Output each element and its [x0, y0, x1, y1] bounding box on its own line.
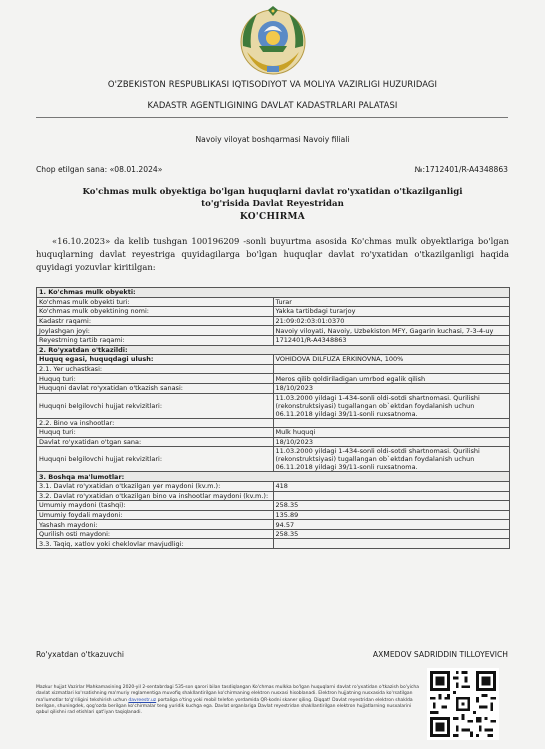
row-label: Yashash maydoni: [37, 520, 274, 530]
row-value: Meros qilib qoldiriladigan umrbod egalik qilish [273, 374, 510, 384]
table-row [37, 355, 510, 365]
table-row [37, 539, 510, 549]
row-value: 21:09:02:03:01:0370 [273, 316, 510, 326]
row-value: Turar [273, 297, 510, 307]
section-title: 1. Ko'chmas mulk obyekti: [37, 288, 510, 298]
table-row [37, 481, 510, 491]
registrar-name: AXMEDOV SADRIDDIN TILLOYEVICH [372, 650, 508, 659]
table-row [37, 529, 510, 539]
row-label: Huquqni davlat ro'yxatidan o'tkazish sanasi: [37, 383, 274, 393]
row-label: Huquq turi: [37, 428, 274, 438]
row-label: Davlat ro'yxatidan o'tgan sana: [37, 437, 274, 447]
row-label: Umumiy maydoni (tashqi): [37, 501, 274, 511]
row-label: Umumiy foydali maydoni: [37, 510, 274, 520]
row-value: 258.35 [273, 501, 510, 511]
row-value: 418 [273, 481, 510, 491]
registrar-label: Ro'yxatdan o'tkazuvchi [36, 650, 125, 659]
row-value [273, 539, 510, 549]
print-date: Chop etilgan sana: «08.01.2024» [36, 165, 163, 174]
row-label: Ko'chmas mulk obyekti turi: [37, 297, 274, 307]
table-row [37, 437, 510, 447]
table-row [37, 326, 510, 336]
row-value [273, 418, 510, 428]
qr-code-icon[interactable] [427, 668, 499, 740]
row-label: 3.1. Davlat ro'yxatidan o'tkazilgan yer maydoni (kv.m.): [37, 481, 274, 491]
row-label: Huquq turi: [37, 374, 274, 384]
row-label: Ko'chmas mulk obyektining nomi: [37, 307, 274, 317]
row-label: Huquq egasi, huquqdagi ulush: [37, 355, 274, 365]
table-row [37, 491, 510, 501]
row-label: 3.2. Davlat ro'yxatidan o'tkazilgan bino va inshootlar maydoni (kv.m.): [37, 491, 274, 501]
section-row [37, 472, 510, 482]
table-row [37, 428, 510, 438]
header-divider [36, 117, 508, 118]
intro-paragraph: «16.10.2023» da kelib tushgan 100196209 -sonli buyurtma asosida Ko'chmas mulk obyektlariga bo'lgan huquqlarning davlat reyestriga quyidagilarga bo'lgan huquqlar davlat ro'yxatidan o'tkazilganligi haqida quyidagi yozuvlar kiritilgan: [36, 236, 509, 272]
row-value: Yakka tartibdagi turarjoy [273, 307, 510, 317]
table-row [37, 307, 510, 317]
row-label: Huquqni belgilovchi hujjat rekvizitlari: [37, 393, 274, 418]
table-row [37, 447, 510, 472]
row-label: Huquqni belgilovchi hujjat rekvizitlari: [37, 447, 274, 472]
table-row [37, 393, 510, 418]
table-row [37, 297, 510, 307]
row-value: 11.03.2000 yildagi 1-434-sonli oldi-sotdi shartnomasi. Qurilishi (rekonstruktsiyasi) tugallangan ob`ektdan foydalanish uchun 06.11.2018 yildagi 39/11-sonli ruxsatnoma. [273, 393, 510, 418]
row-label: Reyestrning tartib raqami: [37, 335, 274, 345]
state-emblem-icon [237, 6, 309, 76]
row-label: Joylashgan joyi: [37, 326, 274, 336]
row-label: Qurilish osti maydoni: [37, 529, 274, 539]
footer-note [36, 685, 421, 716]
portal-link[interactable]: davreestr.uz [128, 697, 157, 703]
row-label: 2.1. Yer uchastkasi: [37, 364, 274, 374]
table-row [37, 418, 510, 428]
section-title: 2. Ro'yxatdan o'tkazildi: [37, 345, 510, 355]
section-row [37, 345, 510, 355]
row-value: Navoiy viloyati, Navoiy, Uzbekiston MFY, Gagarin kuchasi, 7-3-4-uy [273, 326, 510, 336]
agency-heading: KADASTR AGENTLIGINING DAVLAT KADASTRLARI PALATASI [147, 100, 398, 110]
table-row [37, 364, 510, 374]
ministry-heading: O'ZBEKISTON RESPUBLIKASI IQTISODIYOT VA MOLIYA VAZIRLIGI HUZURIDAGI [107, 79, 438, 89]
table-row [37, 316, 510, 326]
table-row [37, 510, 510, 520]
row-value: 94.57 [273, 520, 510, 530]
registry-number: №:1712401/R-A4348863 [414, 165, 508, 174]
document-title: Ko'chmas mulk obyektiga bo'lgan huquqlarni davlat ro'yxatidan o'tkazilganligi to'g'risida Davlat Reyestridan [82, 187, 463, 209]
section-row [37, 288, 510, 298]
row-value: Mulk huquqi [273, 428, 510, 438]
branch-name: Navoiy viloyat boshqarmasi Navoiy filiali [195, 135, 350, 144]
table-row [37, 520, 510, 530]
row-value [273, 364, 510, 374]
row-label: Kadastr raqami: [37, 316, 274, 326]
row-value: 258.35 [273, 529, 510, 539]
row-label: 3.3. Taqiq, xatlov yoki cheklovlar mavjudligi: [37, 539, 274, 549]
table-row [37, 335, 510, 345]
table-row [37, 501, 510, 511]
row-value: 18/10/2023 [273, 383, 510, 393]
row-value: 11.03.2000 yildagi 1-434-sonli oldi-sotdi shartnomasi. Qurilishi (rekonstruktsiyasi) tugallangan ob`ektdan foydalanish uchun 06.11.2018 yildagi 39/11-sonli ruxsatnoma. [273, 447, 510, 472]
document-subtitle: KO'CHIRMA [239, 212, 306, 222]
table-row [37, 374, 510, 384]
row-value: VOHIDOVA DILFUZA ERKINOVNA, 100% [273, 355, 510, 365]
row-label: 2.2. Bino va inshootlar: [37, 418, 274, 428]
footer-text-2: portaliga o'ting yoki mobil telefon yordamida QR-kodni skaner qiling. Diqqat! Davlat reyestridan elektron shaklda berilgan, shuningdek, qog'ozda berilgan ko'chirmalar teng yuridik kuchga ega. Davlat organlariga Davlat reyestridan shakllantirilgan elektron hujjatlarning nusxalarini qabul qilishni rad etishlari qat'iyan taqiqlanadi. [36, 697, 413, 716]
section-title: 3. Boshqa ma'lumotlar: [37, 472, 510, 482]
footer-text: Mazkur hujjat Vazirlar Mahkamasining 2020-yil 2-sentabrdagi 535-son qarori bilan tasdiqlangan Ko'chmas mulkka bo'lgan huquqlarni davlat ro'yxatidan o'tkazish bo'yicha davlat xizmatlari ko'rsatishning ma'muriy reglamentiga muvofiq shakllantirilgan ko'chirmaning elektron nusxasi hisoblanadi. Elektron hujjatning nusxasida ko'rsatilgan ma'lumotlar to'g'riligini tekshirish uchun [36, 685, 419, 703]
row-value: 135.89 [273, 510, 510, 520]
table-row [37, 383, 510, 393]
registry-table [36, 287, 510, 549]
row-value: 18/10/2023 [273, 437, 510, 447]
row-value: 1712401/R-A4348863 [273, 335, 510, 345]
row-value [273, 491, 510, 501]
